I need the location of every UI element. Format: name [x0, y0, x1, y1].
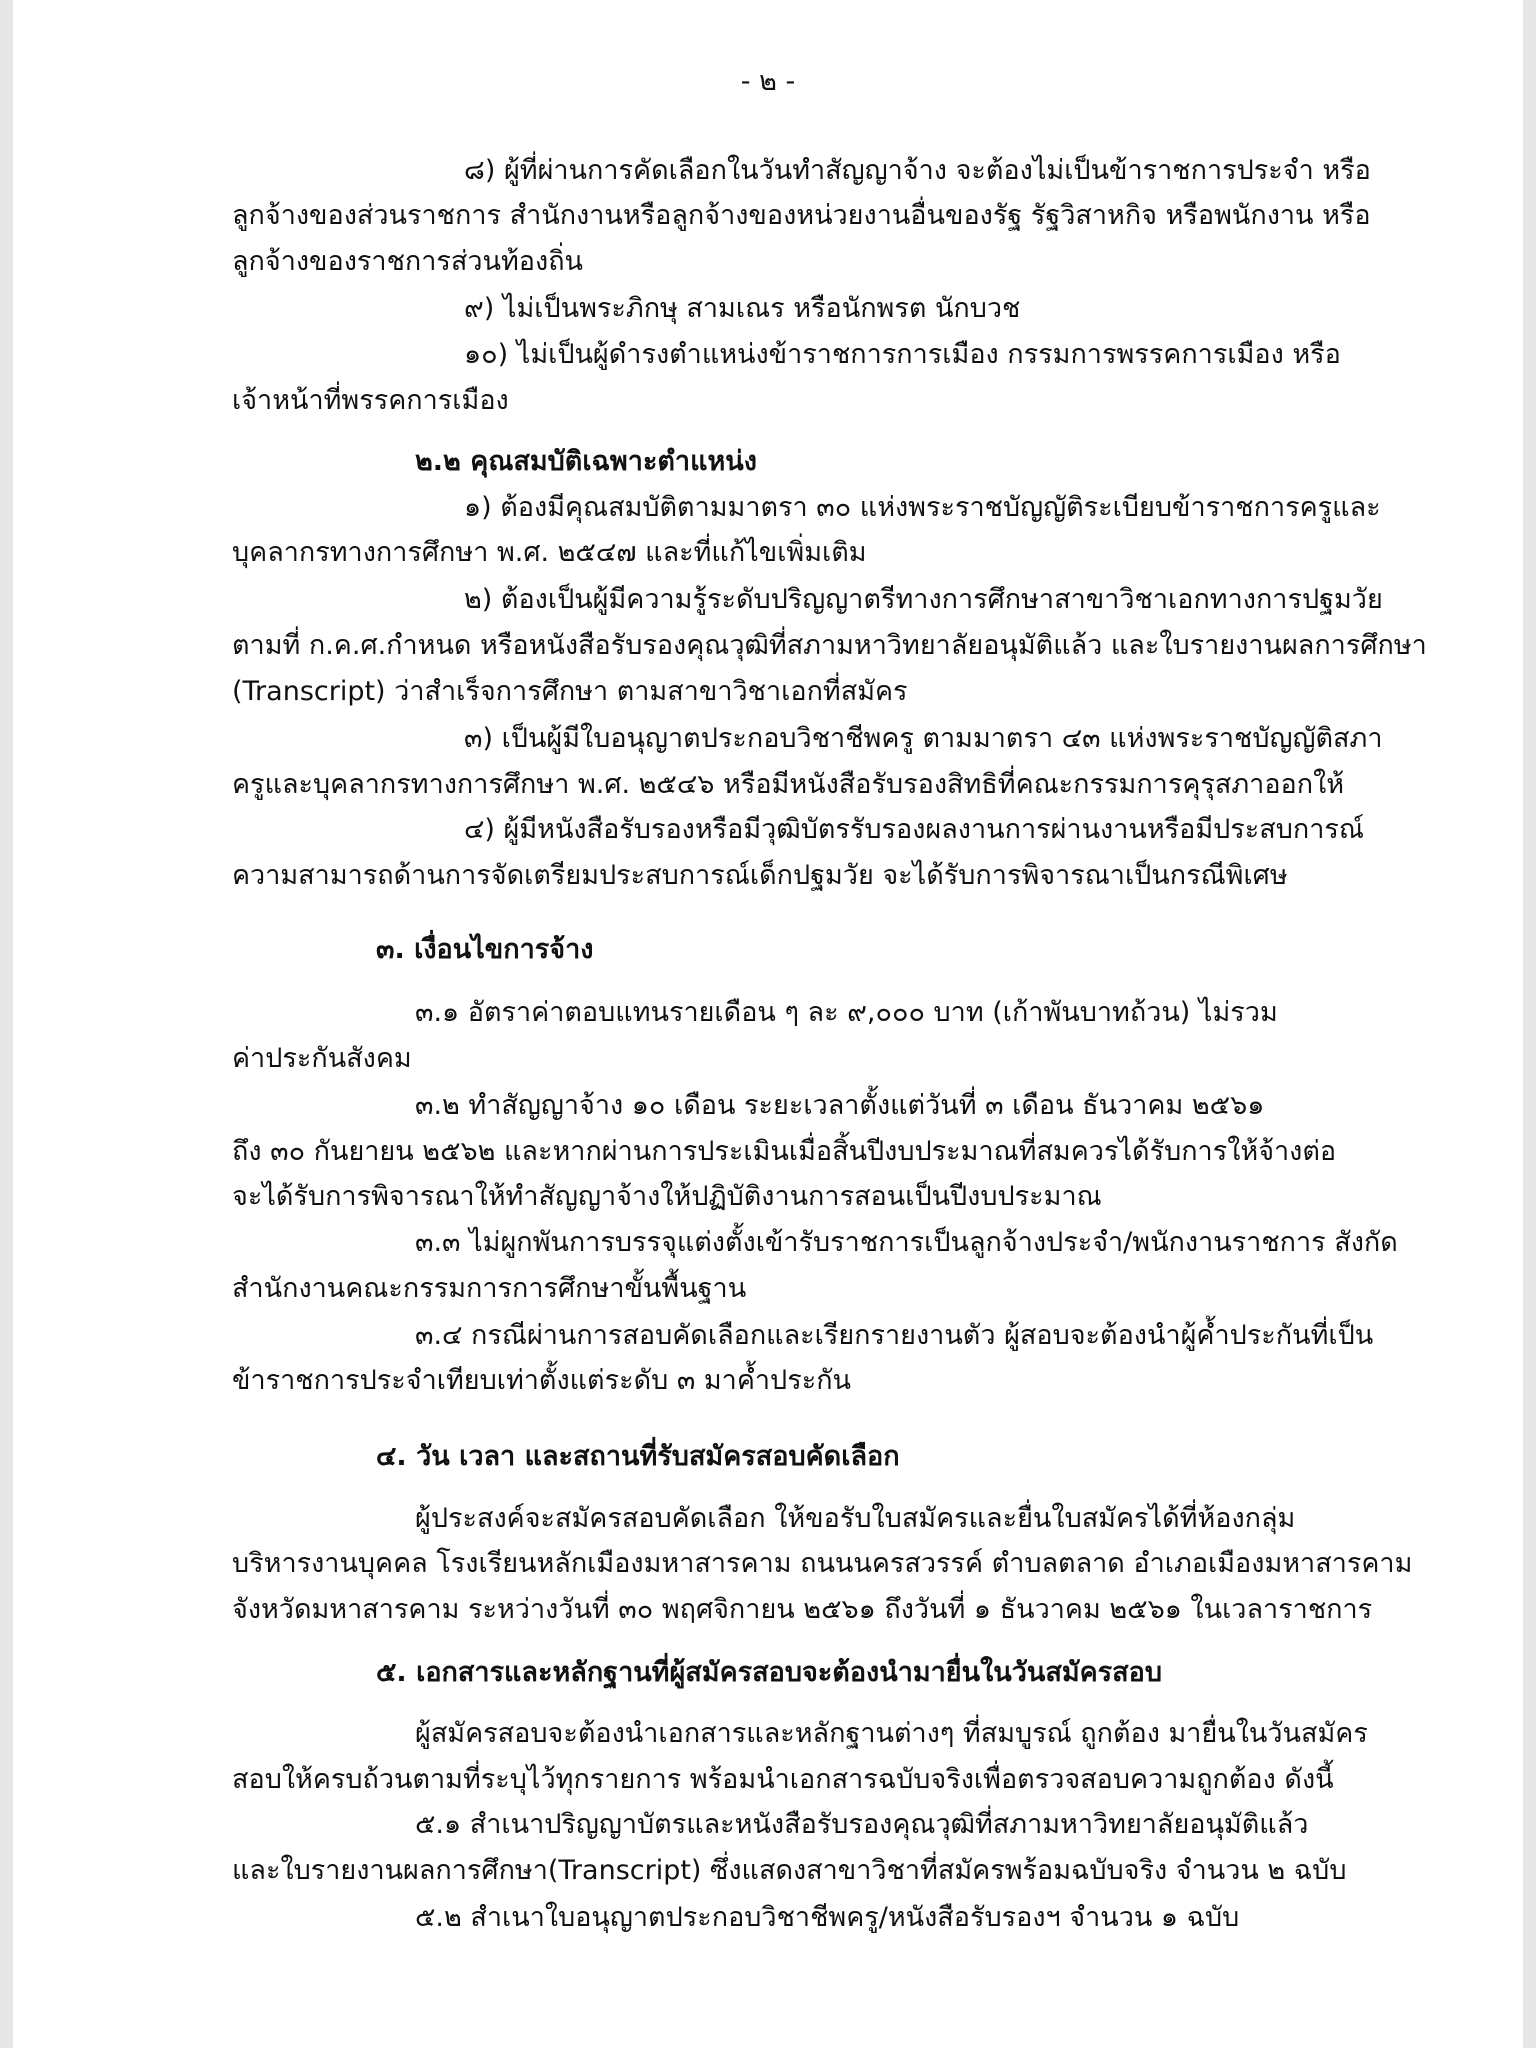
document-5-2: ๕.๒ สำเนาใบอนุญาตประกอบวิชาชีพครู/หนังสือรับรองฯ จำนวน ๑ ฉบับ [415, 1902, 1240, 1933]
documents-text: ผู้สมัครสอบจะต้องนำเอกสารและหลักฐานต่างๆ ที่สมบูรณ์ ถูกต้อง มายื่นในวันสมัคร [415, 1718, 1368, 1749]
text-line: ตามที่ ก.ค.ศ.กำหนด หรือหนังสือรับรองคุณวุฒิที่สภามหาวิทยาลัยอนุมัติแล้ว และใบรายงานผลการศึกษา [232, 630, 1427, 661]
text-line: และใบรายงานผลการศึกษา(Transcript) ซึ่งแสดงสาขาวิชาที่สมัครพร้อมฉบับจริง จำนวน ๒ ฉบับ [232, 1855, 1347, 1886]
item-10: ๑๐) ไม่เป็นผู้ดำรงตำแหน่งข้าราชการการเมือง กรรมการพรรคการเมือง หรือ [464, 339, 1341, 370]
text-line: สอบให้ครบถ้วนตามที่ระบุไว้ทุกรายการ พร้อมนำเอกสารฉบับจริงเพื่อตรวจสอบความถูกต้อง ดังนี้ [232, 1764, 1334, 1795]
text-line: จังหวัดมหาสารคาม ระหว่างวันที่ ๓๐ พฤศจิกายน ๒๕๖๑ ถึงวันที่ ๑ ธันวาคม ๒๕๖๑ ในเวลาราชการ [232, 1594, 1373, 1625]
text-line: ลูกจ้างของส่วนราชการ สำนักงานหรือลูกจ้างของหน่วยงานอื่นของรัฐ รัฐวิสาหกิจ หรือพนักงาน หรือ [232, 200, 1371, 231]
application-text: ผู้ประสงค์จะสมัครสอบคัดเลือก ให้ขอรับใบสมัครและยื่นใบสมัครได้ที่ห้องกลุ่ม [415, 1503, 1296, 1534]
text-line: สำนักงานคณะกรรมการการศึกษาขั้นพื้นฐาน [232, 1273, 747, 1304]
text-line: บริหารงานบุคคล โรงเรียนหลักเมืองมหาสารคาม ถนนนครสวรรค์ ตำบลตลาด อำเภอเมืองมหาสารคาม [232, 1548, 1413, 1579]
condition-3-1: ๓.๑ อัตราค่าตอบแทนรายเดือน ๆ ละ ๙,๐๐๐ บาท (เก้าพันบาทถ้วน) ไม่รวม [415, 997, 1278, 1028]
page-number: - ๒ - [740, 66, 796, 97]
text-line: บุคลากรทางการศึกษา พ.ศ. ๒๕๔๗ และที่แก้ไขเพิ่มเติม [232, 537, 867, 568]
item-9: ๙) ไม่เป็นพระภิกษุ สามเณร หรือนักพรต นักบวช [464, 293, 1021, 324]
section-heading-2-2: ๒.๒ คุณสมบัติเฉพาะตำแหน่ง [415, 446, 757, 477]
qualification-1: ๑) ต้องมีคุณสมบัติตามมาตรา ๓๐ แห่งพระราชบัญญัติระเบียบข้าราชการครูและ [464, 492, 1381, 523]
text-line: เจ้าหน้าที่พรรคการเมือง [232, 385, 509, 416]
qualification-2: ๒) ต้องเป็นผู้มีความรู้ระดับปริญญาตรีทางการศึกษาสาขาวิชาเอกทางการปฐมวัย [464, 584, 1383, 615]
condition-3-3: ๓.๓ ไม่ผูกพันการบรรจุแต่งตั้งเข้ารับราชการเป็นลูกจ้างประจำ/พนักงานราชการ สังกัด [415, 1227, 1398, 1258]
text-line: ครูและบุคลากรทางการศึกษา พ.ศ. ๒๕๔๖ หรือมีหนังสือรับรองสิทธิที่คณะกรรมการคุรุสภาออกให้ [232, 769, 1345, 800]
text-line: จะได้รับการพิจารณาให้ทำสัญญาจ้างให้ปฏิบัติงานการสอนเป็นปีงบประมาณ [232, 1181, 1102, 1212]
section-heading-4: ๔. วัน เวลา และสถานที่รับสมัครสอบคัดเลือก [376, 1441, 900, 1472]
text-line: ความสามารถด้านการจัดเตรียมประสบการณ์เด็กปฐมวัย จะได้รับการพิจารณาเป็นกรณีพิเศษ [232, 860, 1288, 891]
text-line: ค่าประกันสังคม [232, 1043, 412, 1074]
text-line: ลูกจ้างของราชการส่วนท้องถิ่น [232, 246, 584, 277]
qualification-3: ๓) เป็นผู้มีใบอนุญาตประกอบวิชาชีพครู ตามมาตรา ๔๓ แห่งพระราชบัญญัติสภา [464, 723, 1383, 754]
qualification-4: ๔) ผู้มีหนังสือรับรองหรือมีวุฒิบัตรรับรองผลงานการผ่านงานหรือมีประสบการณ์ [464, 814, 1364, 845]
condition-3-2: ๓.๒ ทำสัญญาจ้าง ๑๐ เดือน ระยะเวลาตั้งแต่วันที่ ๓ เดือน ธันวาคม ๒๕๖๑ [415, 1090, 1265, 1121]
text-line: ข้าราชการประจำเทียบเท่าตั้งแต่ระดับ ๓ มาค้ำประกัน [232, 1365, 851, 1396]
text-line: (Transcript) ว่าสำเร็จการศึกษา ตามสาขาวิชาเอกที่สมัคร [232, 676, 908, 707]
section-heading-5: ๕. เอกสารและหลักฐานที่ผู้สมัครสอบจะต้องนำมายื่นในวันสมัครสอบ [376, 1657, 1163, 1688]
item-8: ๘) ผู้ที่ผ่านการคัดเลือกในวันทำสัญญาจ้าง จะต้องไม่เป็นข้าราชการประจำ หรือ [464, 155, 1371, 186]
document-5-1: ๕.๑ สำเนาปริญญาบัตรและหนังสือรับรองคุณวุฒิที่สภามหาวิทยาลัยอนุมัติแล้ว [415, 1809, 1309, 1840]
condition-3-4: ๓.๔ กรณีผ่านการสอบคัดเลือกและเรียกรายงานตัว ผู้สอบจะต้องนำผู้ค้ำประกันที่เป็น [415, 1320, 1374, 1351]
section-heading-3: ๓. เงื่อนไขการจ้าง [376, 934, 594, 965]
text-line: ถึง ๓๐ กันยายน ๒๕๖๒ และหากผ่านการประเมินเมื่อสิ้นปีงบประมาณที่สมควรได้รับการให้จ้างต่อ [232, 1136, 1337, 1167]
